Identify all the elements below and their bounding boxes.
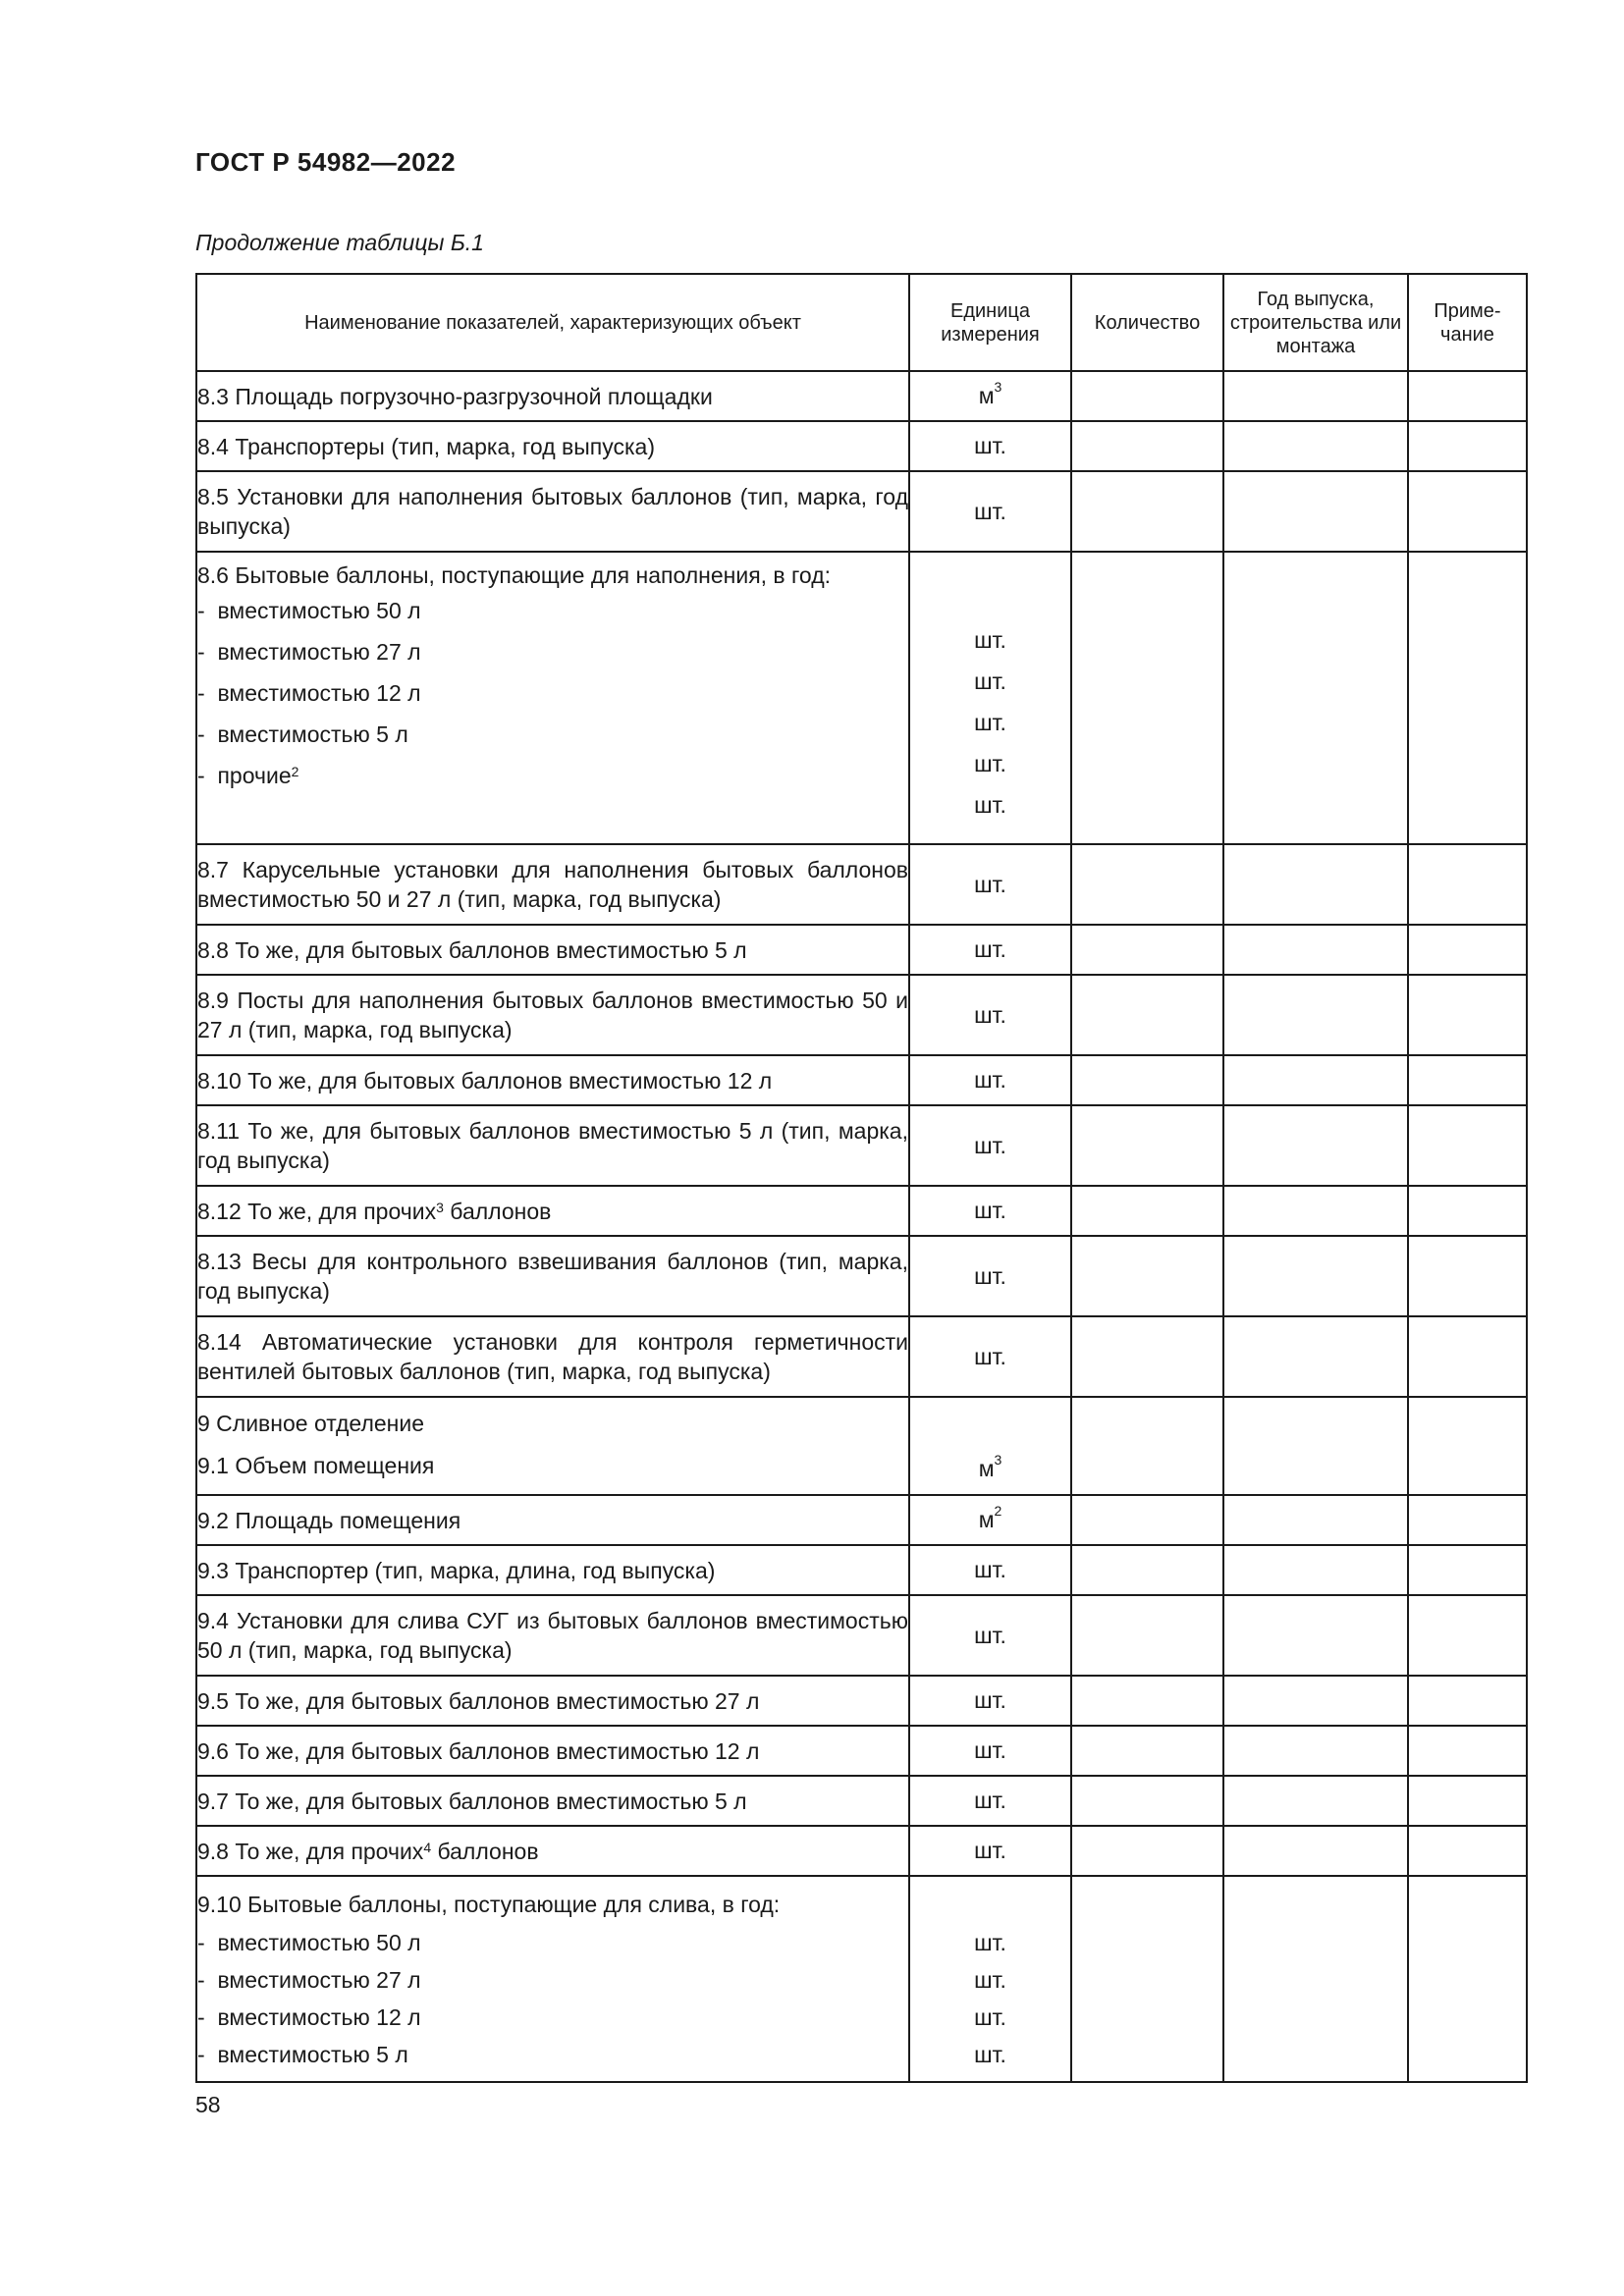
row-name: 8.5 Установки для наполнения бытовых баллонов (тип, марка, год выпуска) (196, 471, 909, 552)
row-unit: шт. (909, 1105, 1071, 1186)
year-cell (1223, 421, 1408, 471)
note-cell (1408, 421, 1527, 471)
row-unit: шт. (909, 975, 1071, 1055)
year-cell (1223, 1186, 1408, 1236)
row-unit (909, 1495, 1071, 1545)
row-name: 9.3 Транспортер (тип, марка, длина, год выпуска) (196, 1545, 909, 1595)
note-cell (1408, 975, 1527, 1055)
column-header-quantity: Количество (1071, 274, 1223, 371)
list-item: - прочие$^2$ (197, 763, 299, 788)
note-cell (1408, 1316, 1527, 1397)
year-cell (1223, 471, 1408, 552)
table-row (196, 844, 1527, 925)
quantity-cell (1071, 371, 1223, 421)
table-row (196, 1495, 1527, 1545)
row-unit: шт. (909, 1595, 1071, 1676)
note-cell (1408, 371, 1527, 421)
quantity-cell (1071, 925, 1223, 975)
year-cell (1223, 844, 1408, 925)
year-cell (1223, 1595, 1408, 1676)
row-name: 8.7 Карусельные установки для наполнения бытовых баллонов вместимостью 50 и 27 л (тип, марка, год выпуска) (196, 844, 909, 925)
quantity-cell (1071, 1676, 1223, 1726)
table-row (196, 925, 1527, 975)
row-name: 8.13 Весы для контрольного взвешивания баллонов (тип, марка, год выпуска) (196, 1236, 909, 1316)
row-name: 8.8 То же, для бытовых баллонов вместимостью 5 л (196, 925, 909, 975)
note-cell (1408, 1726, 1527, 1776)
table-row (196, 1055, 1527, 1105)
note-cell (1408, 1055, 1527, 1105)
unit-text: шт. (974, 710, 1006, 735)
list-item: - вместимостью 12 л (197, 2004, 421, 2030)
row-name: 8.11 То же, для бытовых баллонов вместимостью 5 л (тип, марка, год выпуска) (196, 1105, 909, 1186)
year-cell (1223, 1726, 1408, 1776)
section-title: 9 Сливное отделение (197, 1411, 425, 1436)
column-header-name: Наименование показателей, характеризующих объект (196, 274, 909, 371)
unit-text: шт. (974, 668, 1006, 694)
row-unit: шт. (909, 1726, 1071, 1776)
note-cell (1408, 1236, 1527, 1316)
table-row (196, 1105, 1527, 1186)
list-item: - вместимостью 12 л (197, 680, 421, 706)
row-name: 9.6 То же, для бытовых баллонов вместимостью 12 л (196, 1726, 909, 1776)
table-row (196, 421, 1527, 471)
table-row (196, 1236, 1527, 1316)
row-name: 8.4 Транспортеры (тип, марка, год выпуска) (196, 421, 909, 471)
quantity-cell (1071, 1186, 1223, 1236)
quantity-cell (1071, 1595, 1223, 1676)
year-cell (1223, 1397, 1408, 1495)
row-unit: шт. (909, 1776, 1071, 1826)
table-row (196, 1397, 1527, 1495)
table-row (196, 1595, 1527, 1676)
unit-text: шт. (974, 792, 1006, 818)
row-name: 8.3 Площадь погрузочно-разгрузочной площадки (196, 371, 909, 421)
unit-text: шт. (974, 1930, 1006, 1955)
year-cell (1223, 1495, 1408, 1545)
indicators-table (195, 273, 1528, 2083)
note-cell (1408, 552, 1527, 844)
column-header-note: Приме-чание (1408, 274, 1527, 371)
unit-text: шт. (974, 1967, 1006, 1993)
quantity-cell (1071, 1776, 1223, 1826)
list-item: - вместимостью 5 л (197, 721, 408, 747)
quantity-cell (1071, 1495, 1223, 1545)
row-unit: шт. (909, 925, 1071, 975)
row-name (196, 1397, 909, 1495)
year-cell (1223, 975, 1408, 1055)
unit-text: шт. (974, 751, 1006, 776)
row-name: 9.4 Установки для слива СУГ из бытовых баллонов вместимостью 50 л (тип, марка, год выпуска) (196, 1595, 909, 1676)
unit-text: м (978, 383, 995, 408)
year-cell (1223, 1776, 1408, 1826)
column-header-unit: Единица измерения (909, 274, 1071, 371)
row-unit: шт. (909, 1826, 1071, 1876)
row-name: 8.12 То же, для прочих$^3$ баллонов (196, 1186, 909, 1236)
quantity-cell (1071, 975, 1223, 1055)
row-name: 8.14 Автоматические установки для контроля герметичности вентилей бытовых баллонов (тип, марка, год выпуска) (196, 1316, 909, 1397)
row-unit: шт. (909, 1055, 1071, 1105)
list-item: - вместимостью 27 л (197, 639, 421, 665)
row-name: 9.8 То же, для прочих$^4$ баллонов (196, 1826, 909, 1876)
note-cell (1408, 1876, 1527, 2082)
row-unit (909, 1876, 1071, 2082)
year-cell (1223, 1676, 1408, 1726)
note-cell (1408, 1545, 1527, 1595)
quantity-cell (1071, 471, 1223, 552)
row-name: 9.2 Площадь помещения (196, 1495, 909, 1545)
unit-text: шт. (974, 627, 1006, 653)
year-cell (1223, 1826, 1408, 1876)
row-unit: шт. (909, 1676, 1071, 1726)
year-cell (1223, 1055, 1408, 1105)
row-name: 8.10 То же, для бытовых баллонов вместимостью 12 л (196, 1055, 909, 1105)
quantity-cell (1071, 844, 1223, 925)
note-cell (1408, 1776, 1527, 1826)
row-unit: шт. (909, 1316, 1071, 1397)
table-row (196, 552, 1527, 844)
quantity-cell (1071, 421, 1223, 471)
note-cell (1408, 1595, 1527, 1676)
unit-text: м (978, 1507, 995, 1532)
quantity-cell (1071, 552, 1223, 844)
note-cell (1408, 844, 1527, 925)
quantity-cell (1071, 1236, 1223, 1316)
row-name (196, 552, 909, 844)
quantity-cell (1071, 1726, 1223, 1776)
year-cell (1223, 925, 1408, 975)
table-row (196, 1776, 1527, 1826)
table-header-row (196, 274, 1527, 371)
note-cell (1408, 1676, 1527, 1726)
table-row (196, 371, 1527, 421)
quantity-cell (1071, 1316, 1223, 1397)
note-cell (1408, 925, 1527, 975)
note-cell (1408, 1105, 1527, 1186)
list-item: - вместимостью 50 л (197, 598, 421, 623)
table-row (196, 975, 1527, 1055)
column-header-year: Год выпуска, строительства или монтажа (1223, 274, 1408, 371)
unit-text: шт. (974, 2042, 1006, 2067)
page-number: 58 (195, 2092, 221, 2117)
year-cell (1223, 1545, 1408, 1595)
year-cell (1223, 1876, 1408, 2082)
note-cell (1408, 471, 1527, 552)
list-item: - вместимостью 27 л (197, 1967, 421, 1993)
subsection-name: 9.1 Объем помещения (197, 1453, 435, 1478)
note-cell (1408, 1186, 1527, 1236)
footnote-ref: 4 (423, 1839, 432, 1855)
footnote-ref: 2 (291, 764, 299, 779)
row-unit (909, 371, 1071, 421)
list-item: - вместимостью 5 л (197, 2042, 408, 2067)
row-unit (909, 552, 1071, 844)
quantity-cell (1071, 1876, 1223, 2082)
table-caption: Продолжение таблицы Б.1 (195, 230, 484, 255)
group-title: 8.6 Бытовые баллоны, поступающие для наполнения, в год: (197, 562, 832, 588)
year-cell (1223, 552, 1408, 844)
row-unit (909, 1397, 1071, 1495)
note-cell (1408, 1826, 1527, 1876)
table-row (196, 1186, 1527, 1236)
year-cell (1223, 1316, 1408, 1397)
quantity-cell (1071, 1545, 1223, 1595)
note-cell (1408, 1397, 1527, 1495)
table-row (196, 1316, 1527, 1397)
row-unit: шт. (909, 1186, 1071, 1236)
quantity-cell (1071, 1397, 1223, 1495)
row-unit: шт. (909, 844, 1071, 925)
unit-exponent: 3 (994, 1452, 1002, 1468)
table-row (196, 1545, 1527, 1595)
year-cell (1223, 371, 1408, 421)
unit-exponent: 3 (994, 379, 1002, 395)
row-name: 9.7 То же, для бытовых баллонов вместимостью 5 л (196, 1776, 909, 1826)
quantity-cell (1071, 1105, 1223, 1186)
unit-text: м (978, 1456, 995, 1481)
row-unit: шт. (909, 421, 1071, 471)
row-unit: шт. (909, 1545, 1071, 1595)
year-cell (1223, 1236, 1408, 1316)
note-cell (1408, 1495, 1527, 1545)
year-cell (1223, 1105, 1408, 1186)
unit-exponent: 2 (994, 1503, 1002, 1519)
quantity-cell (1071, 1826, 1223, 1876)
footnote-ref: 3 (436, 1199, 444, 1215)
group-title: 9.10 Бытовые баллоны, поступающие для слива, в год: (197, 1892, 781, 1917)
row-unit: шт. (909, 471, 1071, 552)
table-row (196, 471, 1527, 552)
table-row (196, 1876, 1527, 2082)
row-name: 9.5 То же, для бытовых баллонов вместимостью 27 л (196, 1676, 909, 1726)
row-name (196, 1876, 909, 2082)
unit-text: шт. (974, 2004, 1006, 2030)
document-code: ГОСТ Р 54982—2022 (195, 147, 457, 177)
list-item: - вместимостью 50 л (197, 1930, 421, 1955)
table-row (196, 1826, 1527, 1876)
table-row (196, 1726, 1527, 1776)
row-name: 8.9 Посты для наполнения бытовых баллонов вместимостью 50 и 27 л (тип, марка, год выпуска) (196, 975, 909, 1055)
quantity-cell (1071, 1055, 1223, 1105)
table-row (196, 1676, 1527, 1726)
row-unit: шт. (909, 1236, 1071, 1316)
